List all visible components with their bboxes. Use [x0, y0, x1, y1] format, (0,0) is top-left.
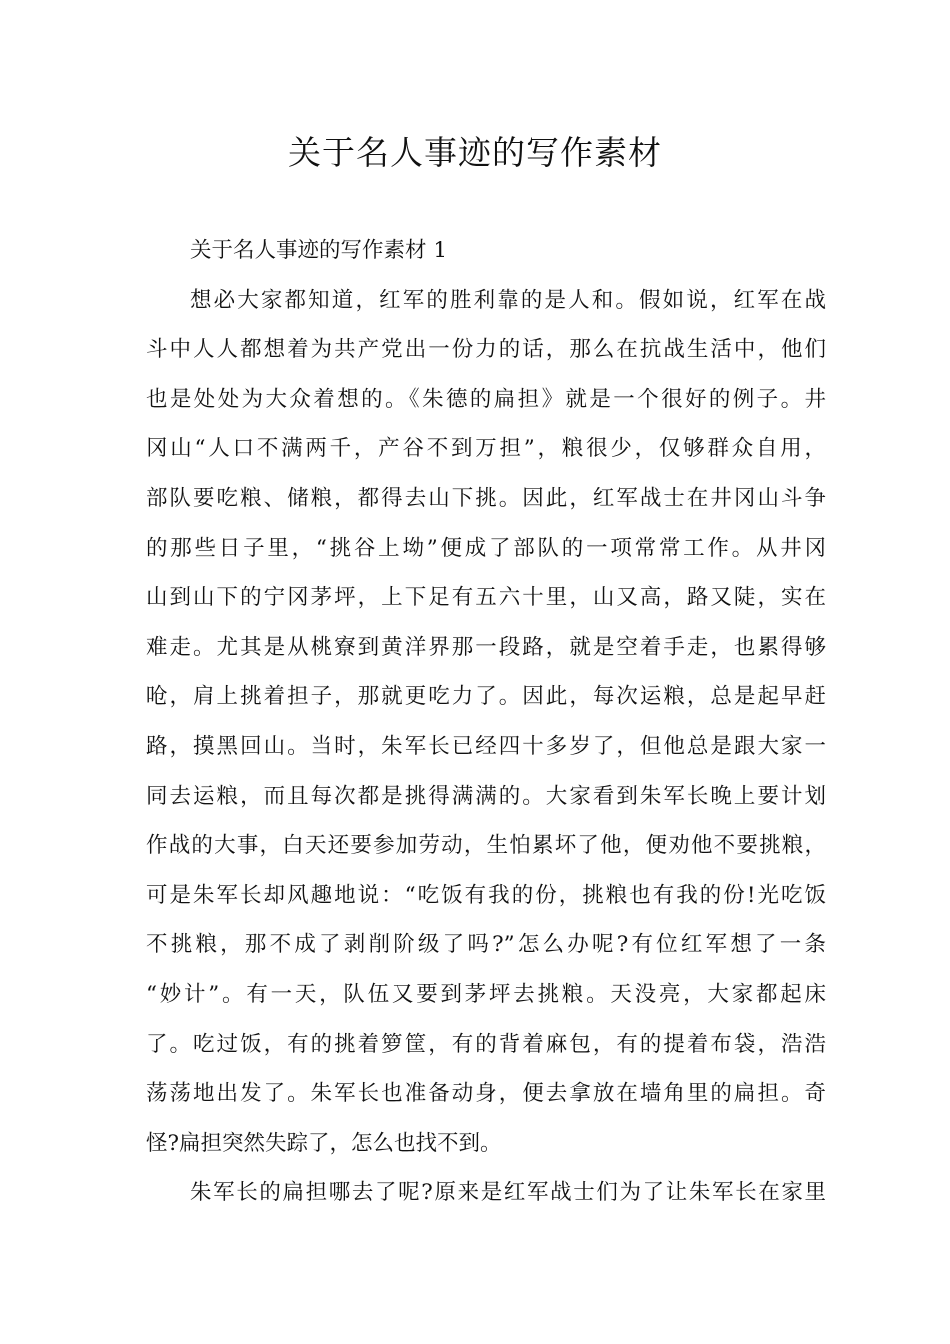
paragraph-line: 荡荡地出发了。朱军长也准备动身，便去拿放在墙角里的扁担。奇 — [146, 1081, 826, 1107]
paragraph-line: 难走。尤其是从桃寮到黄洋界那一段路，就是空着手走，也累得够 — [146, 634, 826, 660]
paragraph-line: 部队要吃粮、储粮，都得去山下挑。因此，红军战士在井冈山斗争 — [146, 485, 826, 511]
paragraph-line: 山到山下的宁冈茅坪，上下足有五六十里，山又高，路又陡，实在 — [146, 585, 826, 611]
paragraph-line: 可是朱军长却风趣地说：“吃饭有我的份，挑粮也有我的份!光吃饭 — [146, 882, 826, 908]
paragraph-line: 同去运粮，而且每次都是挑得满满的。大家看到朱军长晚上要计划 — [146, 783, 826, 809]
paragraph-line: 呛，肩上挑着担子，那就更吃力了。因此，每次运粮，总是起早赶 — [146, 684, 826, 710]
paragraph-line: 路，摸黑回山。当时，朱军长已经四十多岁了，但他总是跟大家一 — [146, 733, 826, 759]
paragraph-line: 也是处处为大众着想的。《朱德的扁担》就是一个很好的例子。井 — [146, 386, 826, 412]
paragraph-1 — [146, 276, 826, 1169]
paragraph-line: 冈山“人口不满两千，产谷不到万担”，粮很少，仅够群众自用， — [146, 436, 826, 462]
paragraph-line: 怪?扁担突然失踪了，怎么也找不到。 — [146, 1130, 502, 1156]
section-heading: 关于名人事迹的写作素材 1 — [190, 238, 448, 263]
paragraph-line: 的那些日子里，“挑谷上坳”便成了部队的一项常常工作。从井冈 — [146, 535, 826, 561]
paragraph-line: 不挑粮，那不成了剥削阶级了吗?”怎么办呢?有位红军想了一条 — [146, 932, 826, 958]
document-title: 关于名人事迹的写作素材 — [288, 133, 662, 172]
document-body — [146, 226, 826, 1218]
paragraph-line: 朱军长的扁担哪去了呢?原来是红军战士们为了让朱军长在家里 — [190, 1180, 826, 1206]
paragraph-line: 了。吃过饭，有的挑着箩筐，有的背着麻包，有的提着布袋，浩浩 — [146, 1031, 826, 1057]
paragraph-line: “妙计”。有一天，队伍又要到茅坪去挑粮。天没亮，大家都起床 — [146, 981, 826, 1007]
paragraph-line: 斗中人人都想着为共产党出一份力的话，那么在抗战生活中，他们 — [146, 337, 826, 363]
paragraph-2 — [146, 1168, 826, 1218]
paragraph-line: 作战的大事，白天还要参加劳动，生怕累坏了他，便劝他不要挑粮， — [146, 833, 826, 859]
paragraph-line: 想必大家都知道，红军的胜利靠的是人和。假如说，红军在战 — [190, 287, 826, 313]
